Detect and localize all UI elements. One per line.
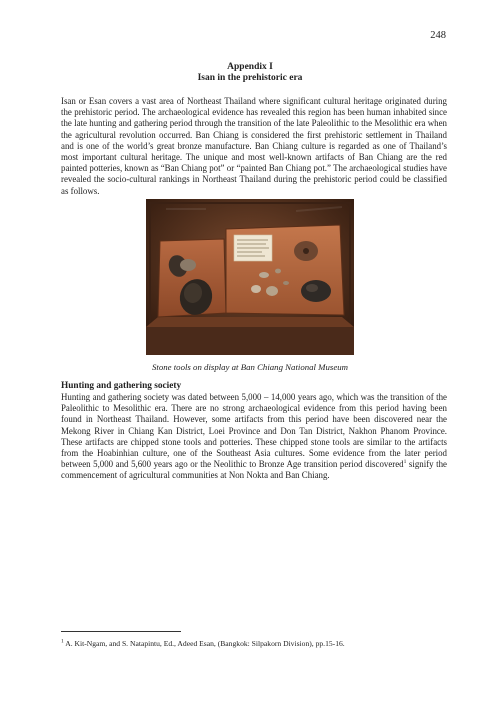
section-body [61, 392, 447, 482]
stone-tools-display-image [146, 199, 354, 355]
section-body-text: Hunting and gathering society was dated between 5,000 – 14,000 years ago, which was the transition of the Paleolithic to Mesolithic era. There are no strong archaeological evidence from this period having been found in Northeast Thailand. However, some artifacts from this period have been discovered near the Mekong River in Chiang Kan District, Loei Province and Don Tan District, Nakhon Phanom Province. These artifacts are chipped stone tools and potteries. These chipped stone tools are similar to the artifacts from the Hoabinhian culture, one of the Southeast Asia cultures. Some evidence from the later period between 5,000 and 5,600 years ago or the Neolithic to Bronze Age transition period discovered [61, 392, 447, 470]
footnote-mark: 1 [61, 638, 64, 645]
appendix-label: Appendix I [227, 62, 273, 72]
appendix-heading [0, 62, 500, 84]
appendix-title: Isan in the prehistoric era [197, 73, 303, 83]
footnote-text: A. Kit-Ngam, and S. Natapintu, Ed., Adeed Esan, (Bangkok: Silpakorn Division), pp.15-16. [63, 639, 345, 648]
section-body-text-end: signify the commencement of agricultural communities at Non Nokta and Ban Chiang. [61, 459, 447, 481]
footnote [61, 639, 451, 648]
intro-paragraph: Isan or Esan covers a vast area of Northeast Thailand where significant cultural heritage originated during the prehistoric period. The archaeological evidence has revealed this region has been human inhabited since the late hunting and gathering period through the transition of the late Paleolithic to the Mesolithic era when the agricultural revolution occurred. Ban Chiang is considered the first prehistoric settlement in Thailand and is one of the world’s great bronze manufacture. Ban Chiang culture is regarded as one of Thailand’s most important cultural heritage. The unique and most well-known artifacts of Ban Chiang are the red painted potteries, known as “Ban Chiang pot” or “painted Ban Chiang pot.” The archaeological studies have revealed the socio-cultural rankings in Northeast Thailand during the prehistoric period could be classified as follows. [61, 96, 447, 196]
museum-photo [146, 199, 354, 355]
section-heading: Hunting and gathering society [61, 381, 182, 391]
page-number: 248 [430, 30, 446, 41]
footnote-reference[interactable]: 1 [403, 459, 407, 466]
footnote-separator [61, 631, 181, 632]
figure-caption: Stone tools on display at Ban Chiang National Museum [152, 362, 348, 372]
